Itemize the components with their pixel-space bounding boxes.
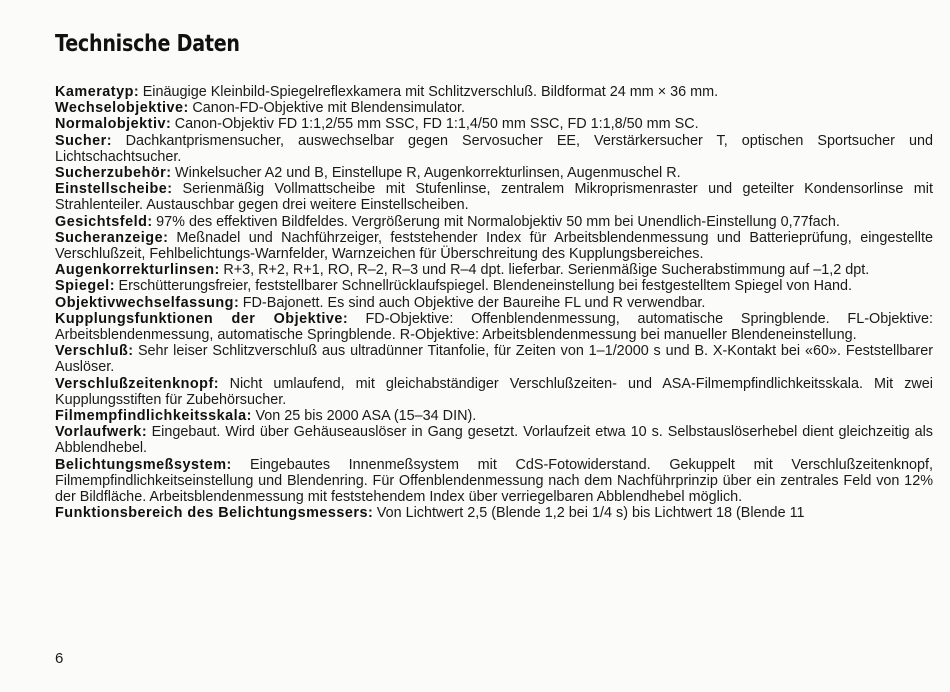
spec-term: Spiegel	[55, 278, 110, 295]
spec-term: Vorlaufwerk	[55, 424, 142, 441]
spec-description: FD-Objektive: Offenblendenmessung, automatische Springblende. FL-Objektive: Arbeitsblendenmessung, automatische Springblende. R-Objektive: Arbeitsblendenmessung bei manueller Blendeneinstellung.	[55, 310, 933, 344]
spec-description: FD-Bajonett. Es sind auch Objektive der Baureihe FL und R verwendbar.	[242, 294, 706, 311]
spec-term: Verschluß	[55, 343, 129, 360]
page-number: 6	[55, 650, 64, 667]
spec-description: Canon-FD-Objektive mit Blendensimulator.	[192, 100, 466, 117]
spec-description: Erschütterungsfreier, feststellbarer Schnellrücklaufspiegel. Blendeneinstellung bei festgestelltem Spiegel von Hand.	[118, 278, 853, 295]
spec-description: Eingebaut. Wird über Gehäuseauslöser in Gang gesetzt. Vorlaufzeit etwa 10 s. Selbstauslöserhebel dient gleichzeitig als Abblendhebel.	[55, 424, 934, 457]
spec-term: Filmempfindlichkeitsskala	[55, 408, 247, 425]
spec-item: Vorlaufwerk: Eingebaut. Wird über Gehäuseauslöser in Gang gesetzt. Vorlaufzeit etwa 10 s. Selbstauslöserhebel dient gleichzeitig als Abblendhebel.	[55, 424, 934, 457]
spec-item: Funktionsbereich des Belichtungsmessers: Von Lichtwert 2,5 (Blende 1,2 bei 1/4 s) bis Lichtwert 18 (Blende 11	[55, 505, 805, 522]
spec-item: Spiegel: Erschütterungsfreier, feststellbarer Schnellrücklaufspiegel. Blendeneinstellung bei festgestelltem Spiegel von Hand.	[55, 278, 853, 295]
spec-list	[55, 84, 933, 521]
spec-description: Canon-Objektiv FD 1:1,2/55 mm SSC, FD 1:1,4/50 mm SSC, FD 1:1,8/50 mm SC.	[174, 116, 699, 133]
spec-description: Eingebautes Innenmeßsystem mit CdS-Fotowiderstand. Gekuppelt mit Verschlußzeitenknopf, Filmempfindlichkeitseinstellung und Blendenring. Für Offenblendenmessung nach dem Nachführprinzip über ein zentrales Feld von 12% der Bildfläche. Arbeitsblendenmessung mit feststehendem Index über verriegelbaren Abblendhebel möglich.	[55, 456, 933, 506]
spec-description: Einäugige Kleinbild-Spiegelreflexkamera mit Schlitzverschluß. Bildformat 24 mm × 36 mm.	[142, 84, 719, 100]
spec-term: Funktionsbereich des Belichtungsmessers	[55, 505, 368, 522]
spec-item: Verschluß: Sehr leiser Schlitzverschluß aus ultradünner Titanfolie, für Zeiten von 1–1/2000 s und B. X-Kontakt bei «60». Feststellbarer Auslöser.	[55, 343, 933, 376]
spec-item: Filmempfindlichkeitsskala: Von 25 bis 2000 ASA (15–34 DIN).	[55, 408, 477, 425]
spec-term: Objektivwechselfassung	[55, 294, 234, 311]
spec-item: Belichtungsmeßsystem: Eingebautes Innenmeßsystem mit CdS-Fotowiderstand. Gekuppelt mit Verschlußzeitenknopf, Filmempfindlichkeitseinstellung und Blendenring. Für Offenblendenmessung nach dem Nachführprinzip über ein zentrales Feld von 12% der Bildfläche. Arbeitsblendenmessung mit feststehendem Index über verriegelbaren Abblendhebel möglich.	[55, 456, 933, 506]
spec-item: Kameratyp: Einäugige Kleinbild-Spiegelreflexkamera mit Schlitzverschluß. Bildformat 24 mm × 36 mm.	[55, 84, 719, 100]
spec-term: Gesichtsfeld	[55, 213, 148, 230]
spec-description: Von Lichtwert 2,5 (Blende 1,2 bei 1/4 s) bis Lichtwert 18 (Blende 11	[376, 505, 805, 522]
spec-item: Verschlußzeitenknopf: Nicht umlaufend, mit gleichabständiger Verschlußzeiten- und ASA-Filmempfindlichkeitsskala. Mit zwei Kupplungsstiften für Zubehörsucher.	[55, 375, 933, 408]
spec-term: Belichtungsmeßsystem	[55, 456, 227, 473]
spec-description: R+3, R+2, R+1, RO, R–2, R–3 und R–4 dpt. lieferbar. Serienmäßige Sucherabstimmung auf –1,2 dpt.	[223, 262, 870, 279]
spec-description: Dachkantprismensucher, auswechselbar gegen Servosucher EE, Verstärkersucher T, optischen Sportsucher und Lichtschachtsucher.	[55, 132, 933, 165]
spec-term: Verschlußzeitenknopf	[55, 375, 214, 392]
spec-term: Sucher	[55, 132, 107, 149]
spec-term: Sucherzubehör	[55, 165, 167, 182]
spec-item: Sucherzubehör: Winkelsucher A2 und B, Einstellupe R, Augenkorrekturlinsen, Augenmuschel R.	[55, 165, 681, 182]
page-title: Technische Daten	[55, 31, 240, 57]
spec-term: Augenkorrekturlinsen	[55, 262, 215, 279]
spec-description: Nicht umlaufend, mit gleichabständiger Verschlußzeiten- und ASA-Filmempfindlichkeitsskala. Mit zwei Kupplungsstiften für Zubehörsucher.	[55, 375, 933, 408]
spec-item: Objektivwechselfassung: FD-Bajonett. Es sind auch Objektive der Baureihe FL und R verwendbar.	[55, 294, 706, 311]
spec-item: Kupplungsfunktionen der Objektive: FD-Objektive: Offenblendenmessung, automatische Springblende. FL-Objektive: Arbeitsblendenmessung, automatische Springblende. R-Objektive: Arbeitsblendenmessung bei manueller Blendeneinstellung.	[55, 310, 933, 344]
spec-item: Augenkorrekturlinsen: R+3, R+2, R+1, RO, R–2, R–3 und R–4 dpt. lieferbar. Serienmäßige Sucherabstimmung auf –1,2 dpt.	[55, 262, 870, 279]
spec-term: Kameratyp	[55, 84, 134, 100]
spec-description: Winkelsucher A2 und B, Einstellupe R, Augenkorrekturlinsen, Augenmuschel R.	[175, 165, 681, 182]
spec-item: Gesichtsfeld: 97% des effektiven Bildfeldes. Vergrößerung mit Normalobjektiv 50 mm bei Unendlich-Einstellung 0,77fach.	[55, 213, 840, 230]
spec-description: 97% des effektiven Bildfeldes. Vergrößerung mit Normalobjektiv 50 mm bei Unendlich-Einstellung 0,77fach.	[156, 213, 840, 230]
spec-term: Sucheranzeige	[55, 229, 164, 246]
spec-description: Von 25 bis 2000 ASA (15–34 DIN).	[255, 408, 477, 425]
spec-description: Serienmäßig Vollmattscheibe mit Stufenlinse, zentralem Mikroprismenraster und geteilter Kondensorlinse mit Strahlenteiler. Austauschbar gegen drei weitere Einstellscheiben.	[55, 181, 933, 214]
spec-term: Normalobjektiv	[55, 116, 166, 133]
spec-description: Meßnadel und Nachführzeiger, feststehender Index für Arbeitsblendenmessung und Batterieprüfung, eingestellte Verschlußzeit, Fehlbelichtungs-Warnfelder, Warnzeichen für Überschreitung des Kupplungsbereiches.	[55, 229, 933, 263]
spec-item: Sucheranzeige: Meßnadel und Nachführzeiger, feststehender Index für Arbeitsblendenmessung und Batterieprüfung, eingestellte Verschlußzeit, Fehlbelichtungs-Warnfelder, Warnzeichen für Überschreitung des Kupplungsbereiches.	[55, 229, 933, 263]
spec-term: Einstellscheibe	[55, 181, 168, 198]
spec-item: Einstellscheibe: Serienmäßig Vollmattscheibe mit Stufenlinse, zentralem Mikroprismenraster und geteilter Kondensorlinse mit Strahlenteiler. Austauschbar gegen drei weitere Einstellscheiben.	[55, 181, 933, 214]
spec-term: Wechselobjektive	[55, 100, 184, 117]
spec-term: Kupplungsfunktionen der Objektive	[55, 310, 343, 327]
spec-item: Normalobjektiv: Canon-Objektiv FD 1:1,2/55 mm SSC, FD 1:1,4/50 mm SSC, FD 1:1,8/50 mm SC.	[55, 116, 699, 133]
spec-description: Sehr leiser Schlitzverschluß aus ultradünner Titanfolie, für Zeiten von 1–1/2000 s und B. X-Kontakt bei «60». Feststellbarer Auslöser.	[55, 343, 933, 376]
spec-item: Sucher: Dachkantprismensucher, auswechselbar gegen Servosucher EE, Verstärkersucher T, optischen Sportsucher und Lichtschachtsucher.	[55, 132, 933, 165]
spec-item: Wechselobjektive: Canon-FD-Objektive mit Blendensimulator.	[55, 100, 466, 117]
